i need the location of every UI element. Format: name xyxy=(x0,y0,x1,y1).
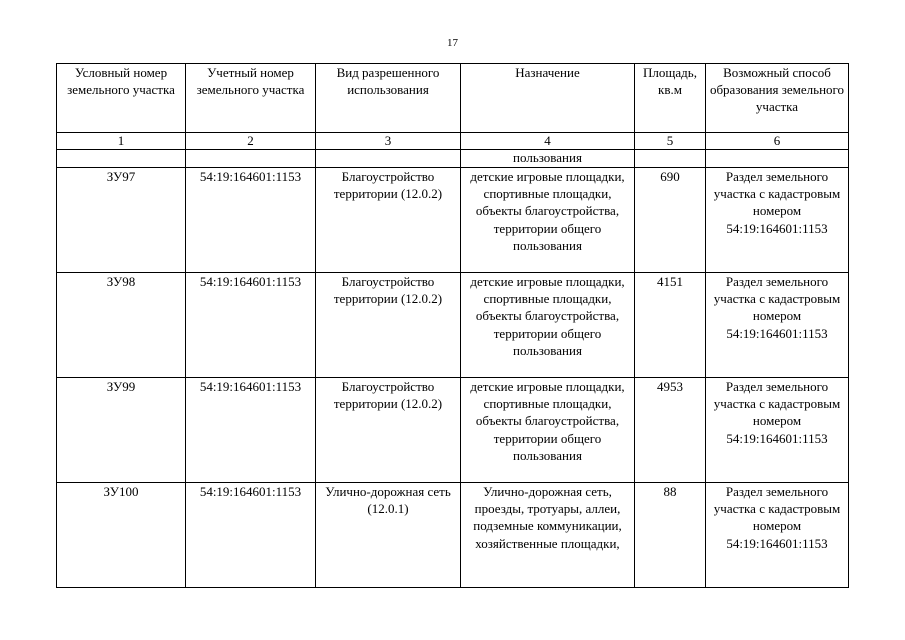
column-number: 3 xyxy=(316,133,461,150)
cadastral-number-cell: 54:19:164601:1153 xyxy=(186,273,316,378)
table-row xyxy=(57,483,849,588)
purpose-cell: детские игровые площадки, спортивные площадки, объекты благоустройства, территории общего пользования xyxy=(461,273,635,378)
column-number: 5 xyxy=(635,133,706,150)
header-cadastral-number: Учетный номер земельного участка xyxy=(186,64,316,133)
header-formation-method: Возможный способ образования земельного участка xyxy=(706,64,849,133)
cadastral-number-cell: 54:19:164601:1153 xyxy=(186,378,316,483)
table-cell xyxy=(706,150,849,168)
column-number: 4 xyxy=(461,133,635,150)
formation-method-cell: Раздел земельного участка с кадастровым номером 54:19:164601:1153 xyxy=(706,273,849,378)
header-area: Площадь, кв.м xyxy=(635,64,706,133)
area-cell: 4151 xyxy=(635,273,706,378)
permitted-use-cell: Благоустройство территории (12.0.2) xyxy=(316,168,461,273)
purpose-cell: Улично-дорожная сеть, проезды, тротуары, аллеи, подземные коммуникации, хозяйственные площадки, xyxy=(461,483,635,588)
formation-method-cell: Раздел земельного участка с кадастровым номером 54:19:164601:1153 xyxy=(706,483,849,588)
column-number: 1 xyxy=(57,133,186,150)
formation-method-cell: Раздел земельного участка с кадастровым номером 54:19:164601:1153 xyxy=(706,168,849,273)
plot-id-cell: ЗУ99 xyxy=(57,378,186,483)
permitted-use-cell: Благоустройство территории (12.0.2) xyxy=(316,378,461,483)
table-cell: пользования xyxy=(461,150,635,168)
table-cell xyxy=(635,150,706,168)
cadastral-number-cell: 54:19:164601:1153 xyxy=(186,168,316,273)
area-cell: 88 xyxy=(635,483,706,588)
land-plots-table xyxy=(56,63,849,588)
area-cell: 4953 xyxy=(635,378,706,483)
plot-id-cell: ЗУ100 xyxy=(57,483,186,588)
purpose-cell: детские игровые площадки, спортивные площадки, объекты благоустройства, территории общего пользования xyxy=(461,168,635,273)
header-purpose: Назначение xyxy=(461,64,635,133)
area-cell: 690 xyxy=(635,168,706,273)
permitted-use-cell: Благоустройство территории (12.0.2) xyxy=(316,273,461,378)
column-number: 6 xyxy=(706,133,849,150)
cadastral-number-cell: 54:19:164601:1153 xyxy=(186,483,316,588)
page-number: 17 xyxy=(447,37,458,49)
table-row xyxy=(57,273,849,378)
purpose-cell: детские игровые площадки, спортивные площадки, объекты благоустройства, территории общего пользования xyxy=(461,378,635,483)
column-number: 2 xyxy=(186,133,316,150)
table-cell xyxy=(316,150,461,168)
table-cell xyxy=(186,150,316,168)
column-number-row xyxy=(57,133,849,150)
permitted-use-cell: Улично-дорожная сеть (12.0.1) xyxy=(316,483,461,588)
header-permitted-use: Вид разрешенного использования xyxy=(316,64,461,133)
header-plot-id: Условный номер земельного участка xyxy=(57,64,186,133)
table-row xyxy=(57,378,849,483)
continuation-row xyxy=(57,150,849,168)
table-header-row xyxy=(57,64,849,133)
table-row xyxy=(57,168,849,273)
plot-id-cell: ЗУ97 xyxy=(57,168,186,273)
formation-method-cell: Раздел земельного участка с кадастровым номером 54:19:164601:1153 xyxy=(706,378,849,483)
table-cell xyxy=(57,150,186,168)
plot-id-cell: ЗУ98 xyxy=(57,273,186,378)
